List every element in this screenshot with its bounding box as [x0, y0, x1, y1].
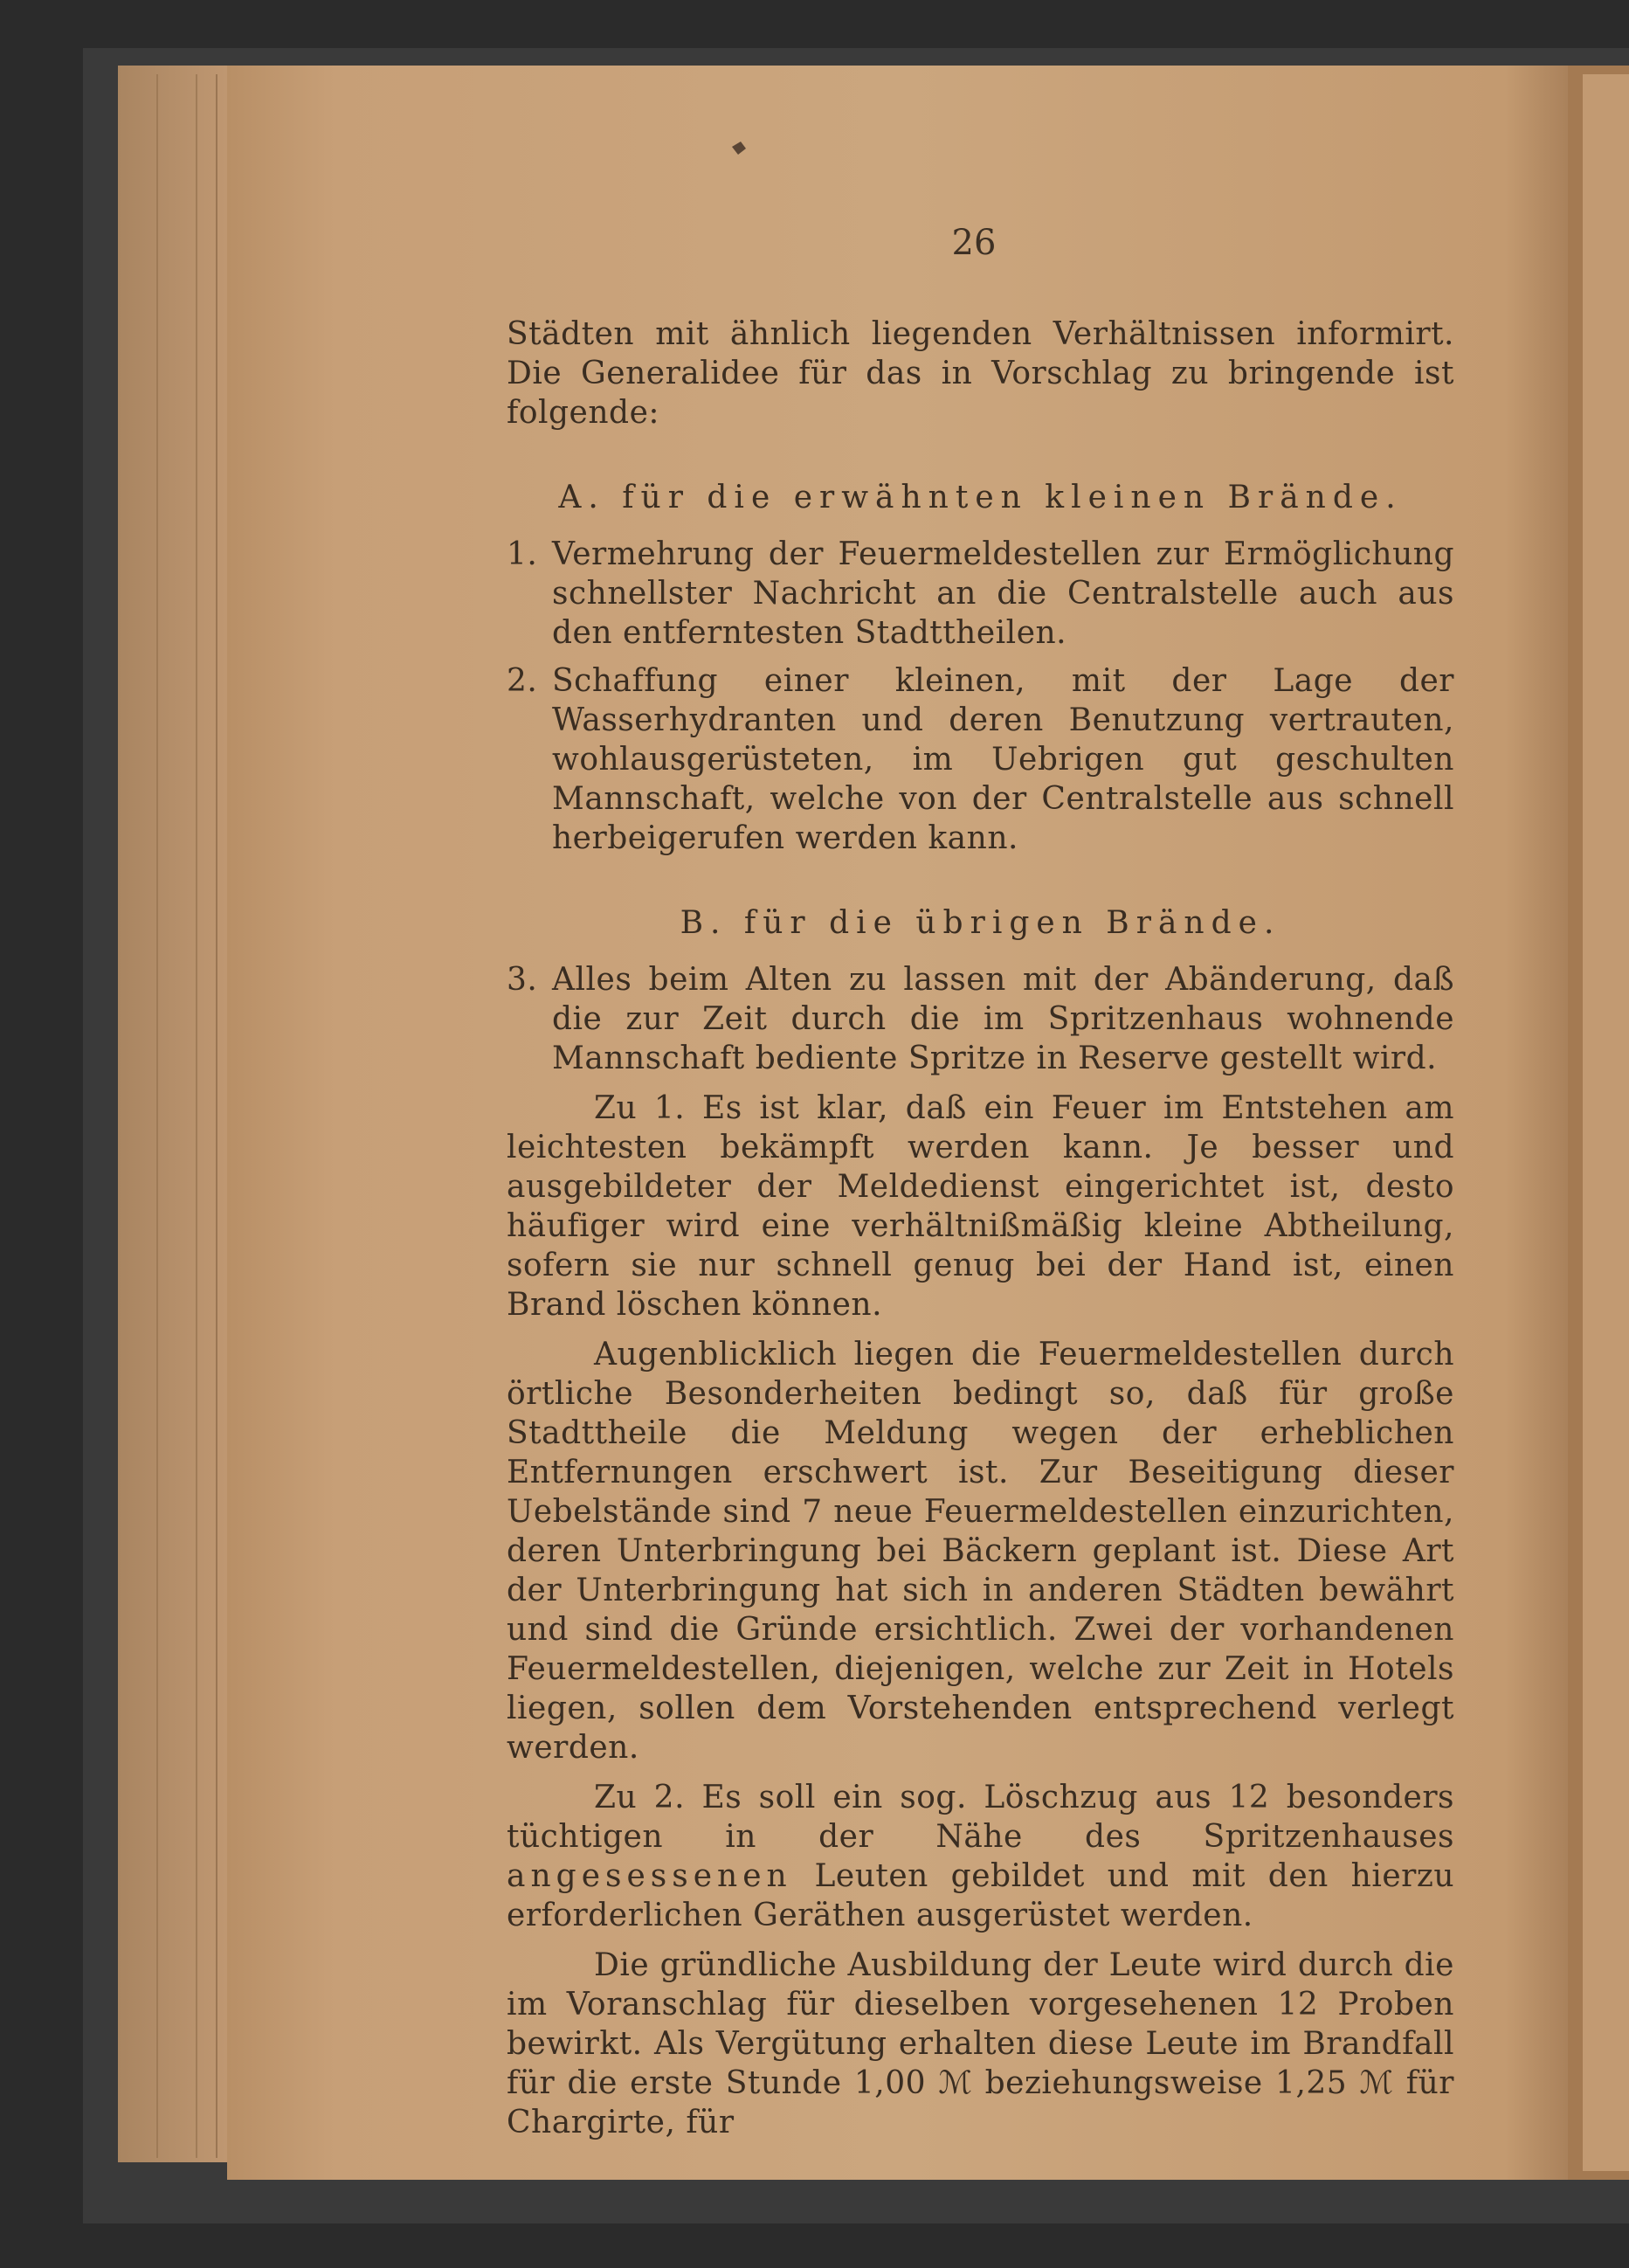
final-paragraph: Die gründliche Ausbildung der Leute wird durch die im Voranschlag für dieselben vorgesehenen 12 Proben bewirkt. Als Vergütung erhalten diese Leute im Brandfall für die erste Stunde 1,00 ℳ beziehungsweise 1,25 ℳ für Chargirte, für [507, 1947, 1454, 2140]
page-number: 26 [951, 223, 997, 263]
zu2-text-start: Zu 2. Es soll ein sog. Löschzug aus 12 besonders tüchtigen in der Nähe des Spritzenhauses [507, 1780, 1454, 1855]
list-item-text: Alles beim Alten zu lassen mit der Abänderung, daß die zur Zeit durch die im Spritzenhaus wohnende Mannschaft bediente Spritze in Reserve gestellt wird. [552, 962, 1454, 1076]
list-item-text: Schaffung einer kleinen, mit der Lage der Wasserhydranten und deren Benutzung vertrauten, wohlausgerüsteten, im Uebrigen gut geschulten Mannschaft, welche von der Centralstelle aus schnell herbeigerufen werden kann. [552, 663, 1454, 856]
page-body [507, 218, 1454, 2142]
paragraph-zu-1: Zu 1. Es ist klar, daß ein Feuer im Entstehen am leichtesten bekämpft werden kann. Je besser und ausgebildeter der Meldedienst eingerichtet ist, desto häufiger wird eine verhältnißmäßig kleine Abtheilung, sofern sie nur schnell genug bei der Hand ist, einen Brand löschen können. [507, 1090, 1454, 1323]
list-item-number: 1. [507, 536, 538, 572]
page-edge-stack [118, 66, 231, 2162]
zu2-text-end: Leuten gebildet und mit den hierzu erforderlichen Geräthen ausgerüstet werden. [507, 1858, 1454, 1933]
section-a-heading: A. für die erwähnten kleinen Brände. [558, 480, 1403, 515]
paragraph-zu-2 [507, 1778, 1454, 1935]
paragraph-feuermeldestellen: Augenblicklich liegen die Feuermeldestellen durch örtliche Besonderheiten bedingt so, daß für große Stadttheile die Meldung wegen der erheblichen Entfernungen erschwert ist. Zur Beseitigung dieser Uebelstände sind 7 neue Feuermeldestellen einzurichten, deren Unterbringung bei Bäckern geplant ist. Diese Art der Unterbringung hat sich in anderen Städten bewährt und sind die Gründe ersichtlich. Zwei der vorhandenen Feuermeldestellen, diejenigen, welche zur Zeit in Hotels liegen, sollen dem Vorstehenden entsprechend verlegt werden. [507, 1337, 1454, 1766]
list-item-1 [507, 535, 1454, 653]
list-item-2 [507, 661, 1454, 858]
section-b-heading: B. für die übrigen Brände. [680, 905, 1281, 941]
zu2-spaced-word: angesessenen [507, 1858, 792, 1894]
list-item-number: 3. [507, 962, 538, 998]
list-item-3 [507, 960, 1454, 1078]
list-item-text: Vermehrung der Feuermeldestellen zur Ermöglichung schnellster Nachricht an die Centralstelle auch aus den entferntesten Stadttheilen. [552, 536, 1454, 651]
list-item-number: 2. [507, 663, 538, 699]
opening-paragraph: Städten mit ähnlich liegenden Verhältnissen informirt. Die Generalidee für das in Vorschlag zu bringende ist folgende: [507, 316, 1454, 431]
